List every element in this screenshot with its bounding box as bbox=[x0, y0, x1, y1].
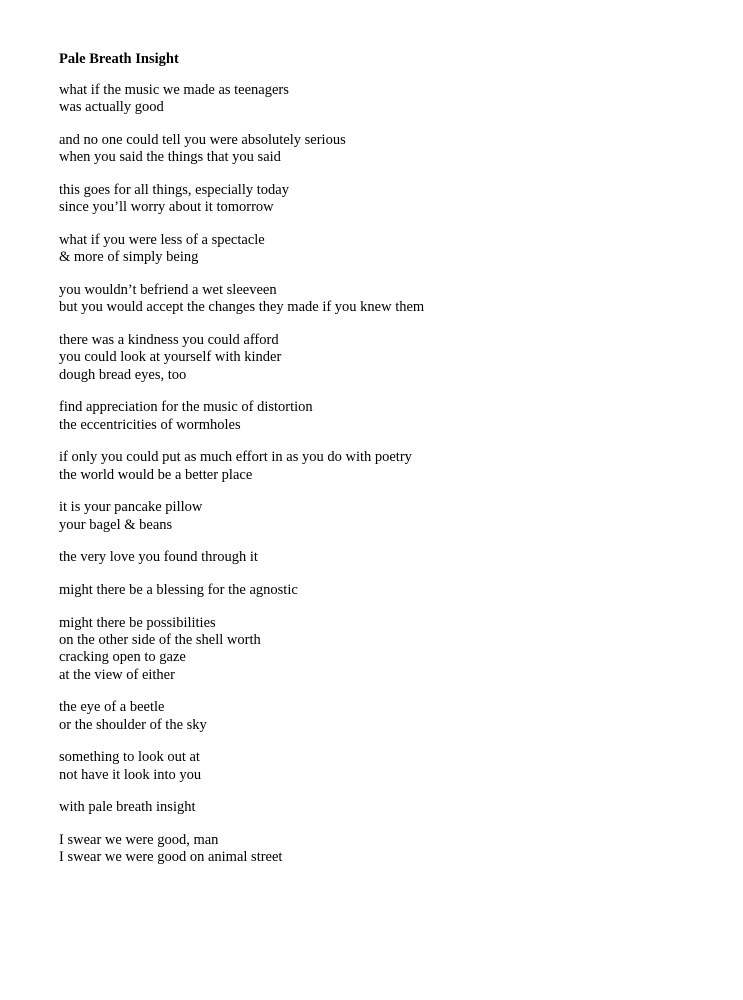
poem-page bbox=[59, 50, 699, 882]
poem-line: the world would be a better place bbox=[59, 466, 253, 483]
poem-line: your bagel & beans bbox=[59, 516, 173, 533]
poem-line: cracking open to gaze bbox=[59, 649, 186, 666]
poem-line: might there be possibilities bbox=[59, 614, 216, 631]
poem-line: when you said the things that you said bbox=[59, 149, 281, 166]
poem-line: not have it look into you bbox=[59, 766, 202, 783]
poem-line: what if you were less of a spectacle bbox=[59, 232, 265, 248]
stanza bbox=[59, 332, 699, 384]
stanza bbox=[59, 82, 699, 117]
poem-line: if only you could put as much effort in as you do with poetry bbox=[59, 449, 412, 466]
poem-line: you could look at yourself with kinder bbox=[59, 349, 282, 366]
poem-line: or the shoulder of the sky bbox=[59, 716, 207, 733]
poem-line: the very love you found through it bbox=[59, 549, 258, 566]
poem-line: there was a kindness you could afford bbox=[59, 332, 279, 348]
poem-line: was actually good bbox=[59, 99, 164, 116]
stanza bbox=[59, 449, 699, 484]
stanza bbox=[59, 615, 699, 685]
stanza bbox=[59, 582, 699, 599]
stanza bbox=[59, 182, 699, 217]
poem-line: and no one could tell you were absolutely serious bbox=[59, 132, 346, 148]
poem-body bbox=[59, 82, 699, 867]
poem-line: you wouldn’t befriend a wet sleeveen bbox=[59, 282, 277, 298]
stanza bbox=[59, 399, 699, 434]
stanza bbox=[59, 132, 699, 167]
poem-line: I swear we were good, man bbox=[59, 832, 219, 848]
poem-line: might there be a blessing for the agnostic bbox=[59, 582, 298, 598]
stanza bbox=[59, 749, 699, 784]
stanza bbox=[59, 232, 699, 267]
poem-line: the eye of a beetle bbox=[59, 699, 165, 716]
poem-line: I swear we were good on animal street bbox=[59, 849, 283, 866]
poem-line: with pale breath insight bbox=[59, 799, 196, 816]
poem-line: dough bread eyes, too bbox=[59, 366, 187, 383]
poem-line: what if the music we made as teenagers bbox=[59, 82, 289, 98]
poem-line: on the other side of the shell worth bbox=[59, 632, 261, 648]
poem-line: but you would accept the changes they made if you knew them bbox=[59, 299, 425, 316]
poem-line: at the view of either bbox=[59, 666, 175, 683]
poem-line: something to look out at bbox=[59, 749, 200, 766]
stanza bbox=[59, 282, 699, 317]
stanza bbox=[59, 699, 699, 734]
poem-line: this goes for all things, especially today bbox=[59, 182, 289, 198]
stanza bbox=[59, 799, 699, 816]
poem-title: Pale Breath Insight bbox=[59, 51, 179, 67]
stanza bbox=[59, 549, 699, 566]
stanza bbox=[59, 499, 699, 534]
poem-line: it is your pancake pillow bbox=[59, 499, 203, 516]
stanza bbox=[59, 832, 699, 867]
poem-line: since you’ll worry about it tomorrow bbox=[59, 199, 274, 216]
poem-line: find appreciation for the music of distortion bbox=[59, 399, 313, 416]
poem-line: & more of simply being bbox=[59, 249, 199, 266]
poem-line: the eccentricities of wormholes bbox=[59, 416, 241, 433]
